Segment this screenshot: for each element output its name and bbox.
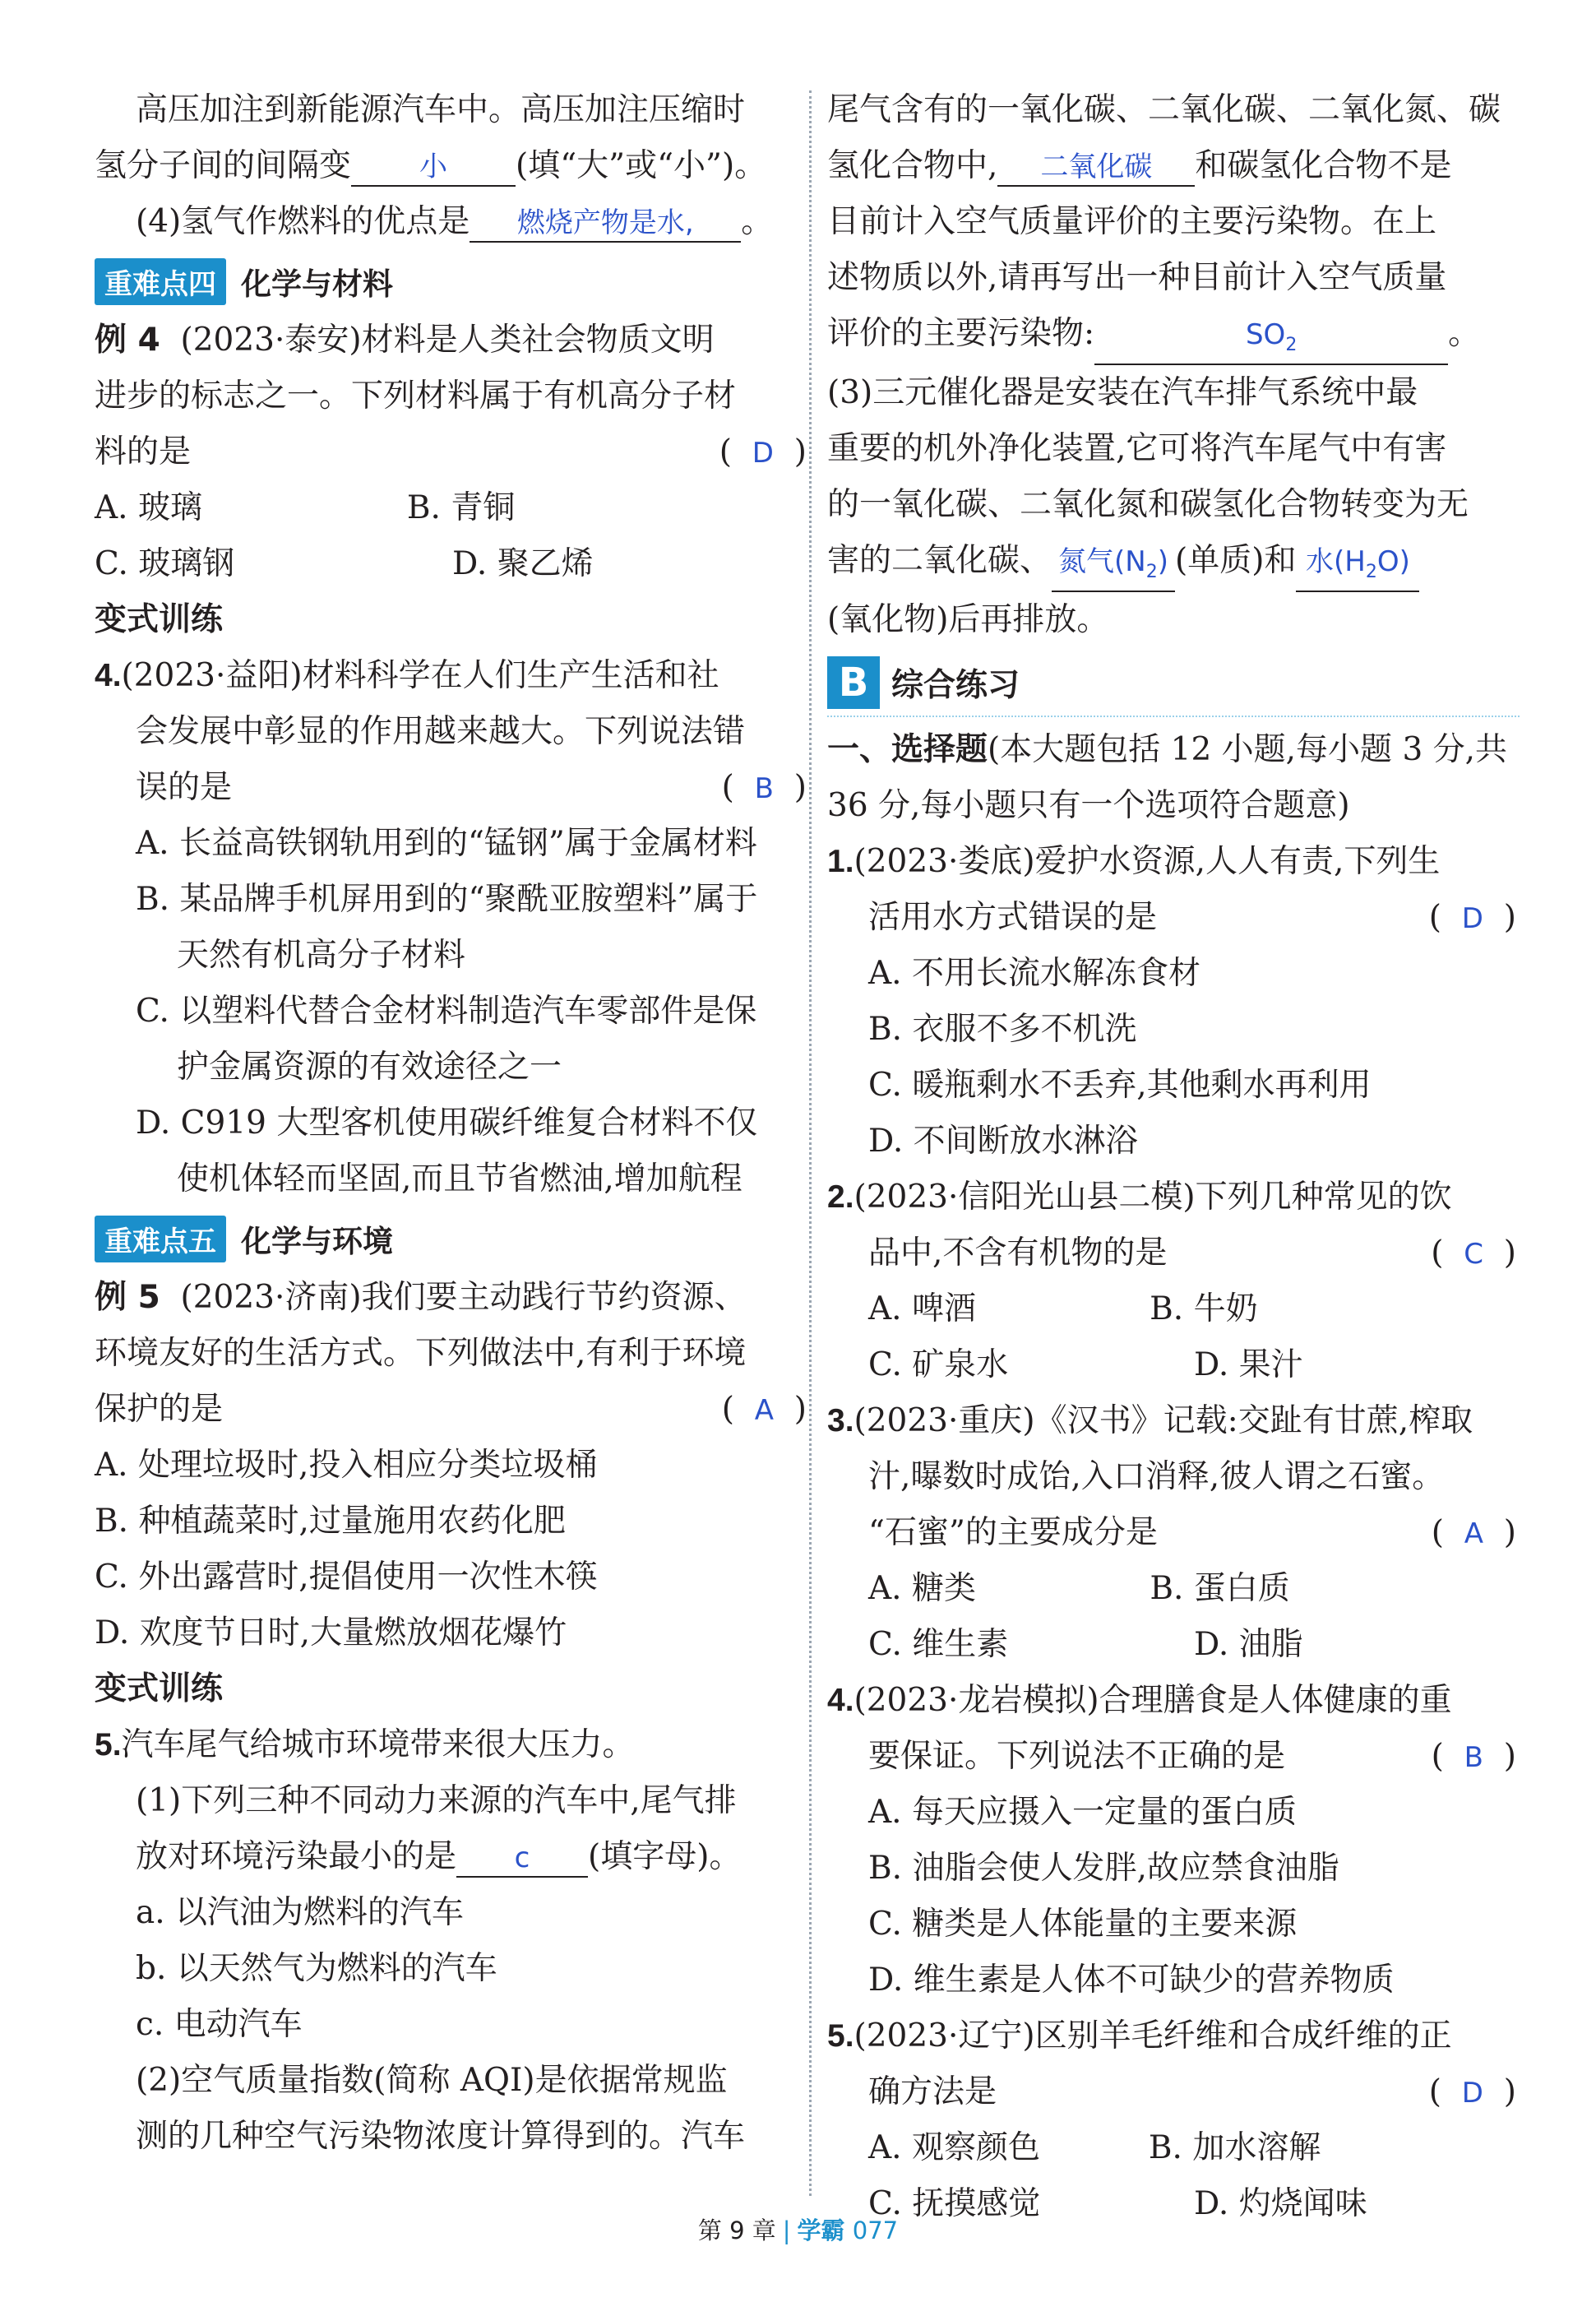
option-b: B. 油脂会使人发胖,故应禁食油脂 (868, 1849, 1339, 1887)
text-line: 评价的主要污染物: $SO_2$ 。 (827, 306, 1520, 365)
question-5: 5.汽车尾气给城市环境带来很大压力。 (95, 1726, 635, 1763)
option-b: B. 种植蔬菜时,过量施用农药化肥 (95, 1503, 566, 1540)
question-4: 4.(2023·龙岩模拟)合理膳食是人体健康的重 (827, 1681, 1452, 1719)
option-d: D. 维生素是人体不可缺少的营养物质 (868, 1961, 1395, 1999)
option-b: B. 衣服不多不机洗 (868, 1010, 1137, 1048)
answer-mark: C (1464, 1237, 1483, 1271)
question-4: 4.(2023·益阳)材料科学在人们生产生活和社 (95, 657, 719, 694)
example-4-line: 进步的标志之一。下列材料属于有机高分子材 (95, 378, 737, 415)
question-4-line: 要保证。下列说法不正确的是 ( B ) (868, 1737, 1516, 1775)
footer-separator: | (782, 2216, 791, 2244)
question-2: 2.(2023·信阳光山县二模)下列几种常见的饮 (827, 1178, 1452, 1216)
example-4: 例 4 (2023·泰安)材料是人类社会物质文明 (95, 322, 715, 359)
practice-heading: 变式训练 (95, 601, 224, 638)
continuation-line: 高压加注到新能源汽车中。高压加注压缩时 (136, 91, 746, 128)
question-4-line: 误的是 ( B ) (136, 769, 807, 806)
page-number: 077 (852, 2216, 899, 2244)
question-5-line: 确方法是 ( D ) (868, 2073, 1516, 2110)
option-a: A. 每天应摄入一定量的蛋白质 (868, 1793, 1297, 1831)
options-row: A. 观察颜色 B. 加水溶解 (868, 2128, 1321, 2166)
question-3-line: “石蜜”的主要成分是 ( A ) (868, 1513, 1516, 1551)
options-row: A. 啤酒 B. 牛奶 (868, 1290, 1258, 1327)
page-footer (0, 2212, 1596, 2246)
answer-mark: B (754, 772, 774, 805)
right-column (827, 82, 1520, 2232)
answer-blank: 水$(H_2O)$ (1296, 544, 1419, 592)
text-line: 述物质以外,请再写出一种目前计入空气质量 (827, 259, 1447, 296)
brand-name: 学霸 (797, 2216, 845, 2244)
example-5-line: 环境友好的生活方式。下列做法中,有利于环境 (95, 1335, 747, 1372)
example-5: 例 5 (2023·济南)我们要主动践行节约资源、 (95, 1279, 747, 1316)
option-d-cont: 使机体轻而坚固,而且节省燃油,增加航程 (177, 1160, 742, 1197)
question-5-part-1: (1)下列三种不同动力来源的汽车中,尾气排 (136, 1782, 737, 1819)
option-c: C. 糖类是人体能量的主要来源 (868, 1905, 1298, 1943)
answer-blank: $SO_2$ (1094, 317, 1448, 365)
text-line: (氧化物)后再排放。 (827, 600, 1109, 638)
question-part-4: (4)氢气作燃料的优点是 燃烧产物是水, 。 (95, 194, 810, 250)
option-c: C. 外出露营时,提倡使用一次性木筷 (95, 1559, 598, 1596)
section-tag: 重难点五 (95, 1216, 226, 1262)
example-5-line: 保护的是 ( A ) (95, 1391, 807, 1428)
option-d: D. 不间断放水淋浴 (868, 1122, 1138, 1160)
section-heading-4 (95, 253, 810, 309)
sub-option-b: b. 以天然气为燃料的汽车 (136, 1950, 497, 1987)
answer-blank: 燃烧产物是水, (470, 205, 741, 243)
chapter-label: 第 9 章 (697, 2216, 776, 2244)
left-column (95, 82, 810, 2165)
option-c: C. 暖瓶剩水不丢弃,其他剩水再利用 (868, 1066, 1372, 1104)
options-row: C. 矿泉水 D. 果汁 (868, 1346, 1303, 1383)
text-line: 害的二氧化碳、 氮气$(N_2)$ (单质)和 水$(H_2O)$ (827, 533, 1520, 592)
text-line: 氢化合物中, 二氧化碳 和碳氢化合物不是 (827, 138, 1520, 194)
section-tag: 重难点四 (95, 258, 226, 305)
options-row: C. 抚摸感觉 D. 灼烧闻味 (868, 2184, 1367, 2222)
sub-option-a: a. 以汽油为燃料的汽车 (136, 1894, 465, 1931)
text-line: 目前计入空气质量评价的主要污染物。在上 (827, 203, 1437, 240)
question-3-line: 汁,曝数时成饴,入口消释,彼人谓之石蜜。 (868, 1457, 1445, 1495)
answer-mark: B (1464, 1740, 1483, 1774)
option-d: D. 欢度节日时,大量燃放烟花爆竹 (95, 1614, 567, 1651)
answer-mark: D (1461, 2076, 1483, 2110)
sub-option-c: c. 电动汽车 (136, 2006, 303, 2043)
answer-blank: 氮气$(N_2)$ (1052, 544, 1175, 592)
question-5-part-2: (2)空气质量指数(简称 AQI)是依据常规监 (136, 2062, 728, 2099)
text-line: 重要的机外净化装置,它可将汽车尾气中有害 (827, 429, 1447, 467)
text-line: 的一氧化碳、二氧化氮和碳氢化合物转变为无 (827, 485, 1469, 523)
options-row: A. 糖类 B. 蛋白质 (868, 1569, 1290, 1607)
text-line: 尾气含有的一氧化碳、二氧化碳、二氧化氮、碳 (827, 91, 1501, 128)
options-row: A. 玻璃 B. 青铜 (95, 489, 516, 526)
answer-mark: A (1464, 1517, 1483, 1550)
option-a: A. 处理垃圾时,投入相应分类垃圾桶 (95, 1447, 598, 1484)
question-2-line: 品中,不含有机物的是 ( C ) (868, 1234, 1516, 1271)
answer-mark: D (752, 437, 774, 470)
option-a: A. 长益高铁钢轨用到的“锰钢”属于金属材料 (136, 825, 757, 862)
option-b: B. 某品牌手机屏用到的“聚酰亚胺塑料”属于 (136, 881, 758, 918)
answer-mark: A (754, 1394, 774, 1427)
example-4-line: 料的是 ( D ) (95, 433, 807, 470)
question-1: 1.(2023·娄底)爱护水资源,人人有责,下列生 (827, 842, 1441, 880)
answer-mark: D (1461, 901, 1483, 935)
section-heading-5 (95, 1211, 810, 1267)
section-b-badge: B (827, 656, 880, 709)
option-a: A. 不用长流水解冻食材 (868, 954, 1200, 992)
mc-instructions: 一、选择题(本大题包括 12 小题,每小题 3 分,共 (827, 730, 1508, 768)
question-1-line: 活用水方式错误的是 ( D ) (868, 898, 1516, 936)
option-c: C. 以塑料代替合金材料制造汽车零部件是保 (136, 993, 757, 1030)
practice-heading: 变式训练 (95, 1670, 224, 1707)
options-row: C. 玻璃钢 D. 聚乙烯 (95, 545, 594, 582)
option-b-cont: 天然有机高分子材料 (177, 937, 466, 974)
question-5-part-1-line: 放对环境污染最小的是 c (填字母)。 (95, 1829, 810, 1885)
question-5: 5.(2023·辽宁)区别羊毛纤维和合成纤维的正 (827, 2017, 1452, 2054)
question-4-line: 会发展中彰显的作用越来越大。下列说法错 (136, 713, 746, 750)
option-c-cont: 护金属资源的有效途径之一 (177, 1049, 562, 1086)
question-5-part-2-line: 测的几种空气污染物浓度计算得到的。汽车 (136, 2118, 746, 2155)
answer-blank: c (456, 1840, 588, 1878)
question-3: 3.(2023·重庆)《汉书》记载:交趾有甘蔗,榨取 (827, 1401, 1473, 1439)
answer-blank: 小 (351, 149, 516, 187)
options-row: C. 维生素 D. 油脂 (868, 1625, 1303, 1663)
section-b-heading (827, 650, 1520, 717)
answer-blank: 二氧化碳 (997, 149, 1195, 187)
text-line: (3)三元催化器是安装在汽车排气系统中最 (827, 373, 1418, 411)
section-title: 化学与材料 (241, 266, 393, 302)
continuation-line: 氢分子间的间隔变 小 (填“大”或“小”)。 (95, 138, 810, 194)
option-d: D. C919 大型客机使用碳纤维复合材料不仅 (136, 1105, 758, 1142)
section-b-title: 综合练习 (891, 666, 1020, 704)
section-title: 化学与环境 (241, 1224, 393, 1259)
mc-instructions-line: 36 分,每小题只有一个选项符合题意) (827, 786, 1350, 824)
